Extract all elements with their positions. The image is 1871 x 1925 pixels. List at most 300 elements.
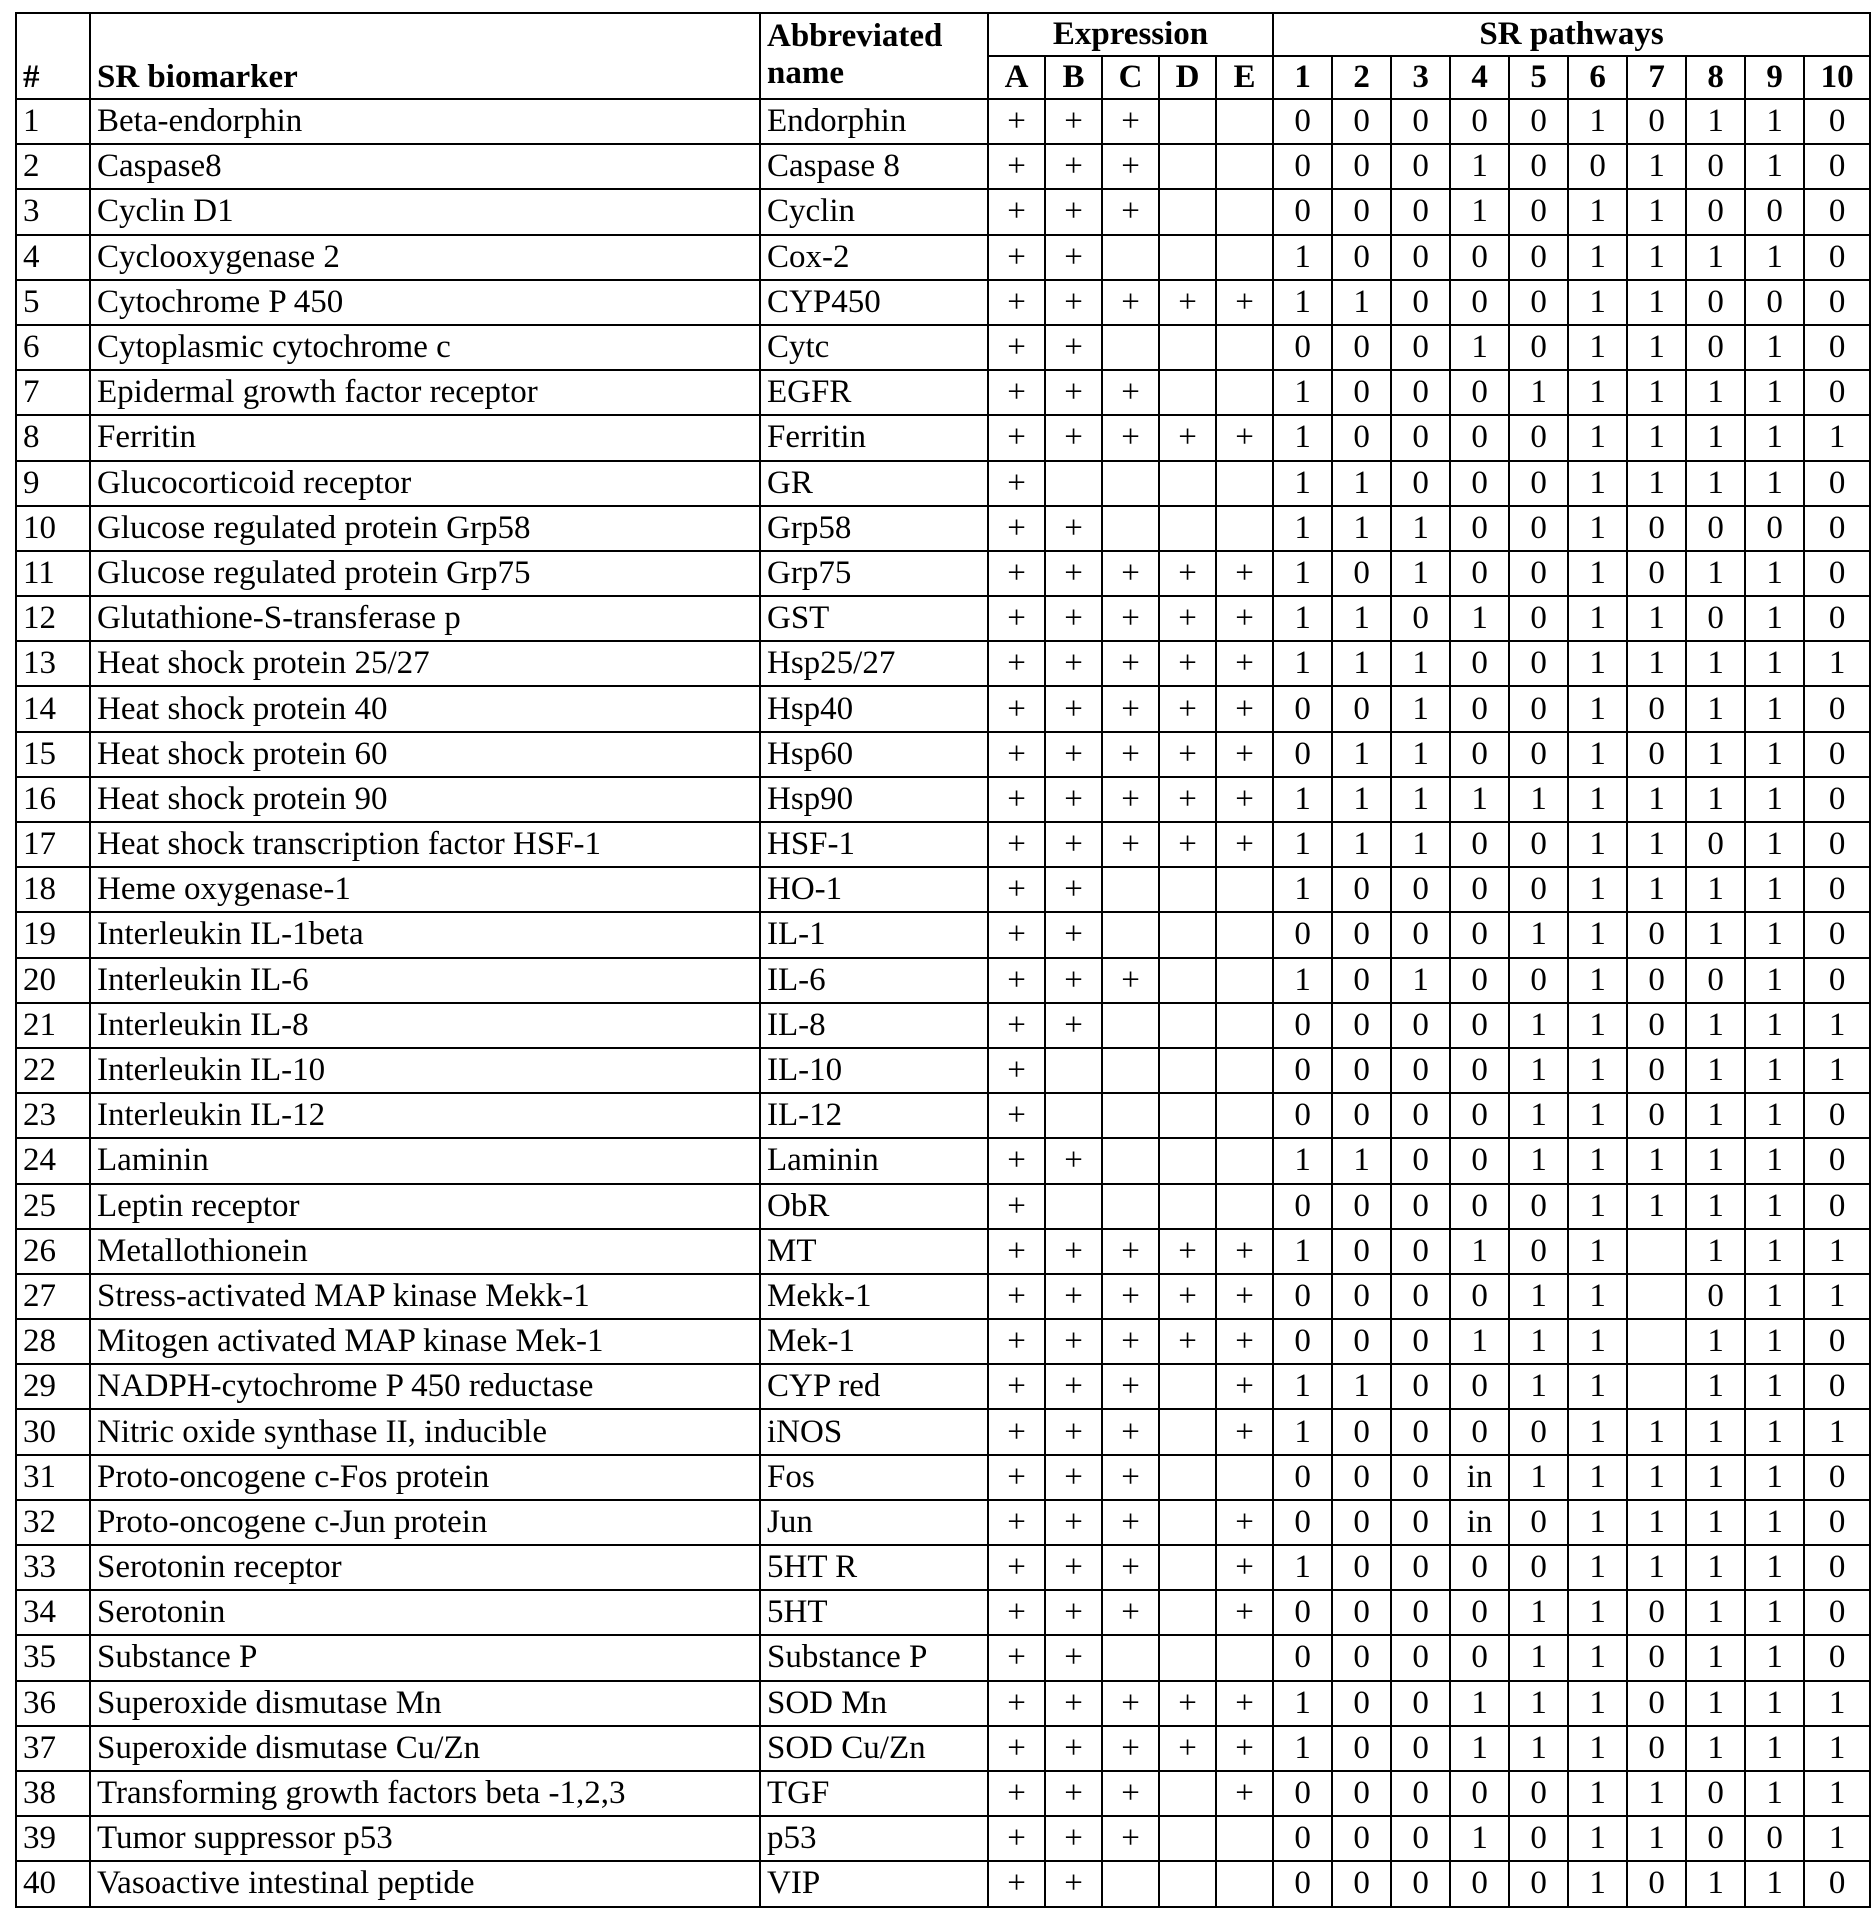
expression-cell <box>1159 189 1216 234</box>
pathway-cell: 0 <box>1391 1590 1450 1635</box>
abbreviated-name: Fos <box>760 1455 988 1500</box>
expression-cell: + <box>1102 1681 1159 1726</box>
table-row <box>16 777 1870 822</box>
pathway-cell: 1 <box>1745 1726 1804 1771</box>
pathway-cell: 1 <box>1745 461 1804 506</box>
abbreviated-name: 5HT R <box>760 1545 988 1590</box>
expression-cell: + <box>1045 1861 1102 1906</box>
sr-biomarker-table <box>15 12 1871 1908</box>
row-number: 19 <box>16 912 90 957</box>
pathway-cell: 0 <box>1686 325 1745 370</box>
expression-cell <box>1159 1545 1216 1590</box>
pathway-cell: 1 <box>1273 1138 1332 1183</box>
pathway-cell: 1 <box>1745 1771 1804 1816</box>
expression-cell <box>1216 370 1273 415</box>
pathway-cell: 1 <box>1391 551 1450 596</box>
pathway-cell: 0 <box>1332 1455 1391 1500</box>
pathway-cell: 0 <box>1450 1590 1509 1635</box>
table-row <box>16 1319 1870 1364</box>
pathway-cell: 1 <box>1804 1681 1870 1726</box>
pathway-cell: 0 <box>1686 1816 1745 1861</box>
row-number: 27 <box>16 1274 90 1319</box>
pathway-cell: 1 <box>1745 1364 1804 1409</box>
pathway-cell: 0 <box>1391 912 1450 957</box>
expression-cell: + <box>1216 641 1273 686</box>
header-num: # <box>16 13 90 99</box>
row-number: 9 <box>16 461 90 506</box>
pathway-cell: 1 <box>1391 506 1450 551</box>
pathway-cell: 0 <box>1509 686 1568 731</box>
abbreviated-name: HSF-1 <box>760 822 988 867</box>
pathway-cell: 1 <box>1686 1861 1745 1906</box>
pathway-cell: 1 <box>1627 370 1686 415</box>
pathway-cell: 1 <box>1627 235 1686 280</box>
pathway-cell: 1 <box>1627 867 1686 912</box>
abbreviated-name: Substance P <box>760 1635 988 1680</box>
pathway-cell: 1 <box>1745 1138 1804 1183</box>
pathway-cell: 1 <box>1332 777 1391 822</box>
pathway-cell: 0 <box>1273 686 1332 731</box>
header-pathway-col: 4 <box>1450 56 1509 99</box>
pathway-cell: 1 <box>1804 1274 1870 1319</box>
pathway-cell: 0 <box>1627 1590 1686 1635</box>
pathway-cell: 1 <box>1804 1816 1870 1861</box>
pathway-cell: 0 <box>1391 415 1450 460</box>
pathway-cell: 1 <box>1745 1229 1804 1274</box>
pathway-cell: 1 <box>1686 1093 1745 1138</box>
row-number: 28 <box>16 1319 90 1364</box>
expression-cell: + <box>1102 1816 1159 1861</box>
pathway-cell: 0 <box>1804 1500 1870 1545</box>
pathway-cell: 0 <box>1804 1590 1870 1635</box>
expression-cell <box>1159 1048 1216 1093</box>
expression-cell: + <box>988 1138 1045 1183</box>
row-number: 36 <box>16 1681 90 1726</box>
biomarker-name: Interleukin IL-12 <box>90 1093 760 1138</box>
expression-cell <box>1159 461 1216 506</box>
pathway-cell: 0 <box>1509 1229 1568 1274</box>
pathway-cell: 0 <box>1391 1816 1450 1861</box>
expression-cell: + <box>1159 280 1216 325</box>
expression-cell: + <box>1159 777 1216 822</box>
header-pathway-col: 3 <box>1391 56 1450 99</box>
expression-cell: + <box>1102 732 1159 777</box>
biomarker-name: Interleukin IL-6 <box>90 958 760 1003</box>
pathway-cell: 0 <box>1391 1681 1450 1726</box>
pathway-cell: 1 <box>1686 1409 1745 1454</box>
expression-cell <box>1216 1048 1273 1093</box>
biomarker-name: Beta-endorphin <box>90 99 760 144</box>
pathway-cell: 1 <box>1745 1184 1804 1229</box>
pathway-cell: 0 <box>1332 1319 1391 1364</box>
expression-cell: + <box>1159 686 1216 731</box>
biomarker-name: Heat shock protein 60 <box>90 732 760 777</box>
pathway-cell: 0 <box>1273 1816 1332 1861</box>
table-row <box>16 732 1870 777</box>
abbreviated-name: IL-10 <box>760 1048 988 1093</box>
expression-cell: + <box>1102 777 1159 822</box>
header-expression-col: B <box>1045 56 1102 99</box>
pathway-cell: 0 <box>1804 1093 1870 1138</box>
expression-cell: + <box>1045 1409 1102 1454</box>
table-row <box>16 461 1870 506</box>
pathway-cell: 1 <box>1568 1681 1627 1726</box>
pathway-cell: 1 <box>1627 1138 1686 1183</box>
pathway-cell: 1 <box>1745 1635 1804 1680</box>
pathway-cell: 1 <box>1627 1816 1686 1861</box>
pathway-cell: 0 <box>1509 144 1568 189</box>
biomarker-name: Proto-oncogene c-Jun protein <box>90 1500 760 1545</box>
expression-cell <box>1159 1590 1216 1635</box>
expression-cell <box>1045 1184 1102 1229</box>
pathway-cell: 1 <box>1568 189 1627 234</box>
pathway-cell: 1 <box>1568 1726 1627 1771</box>
pathway-cell: 1 <box>1273 1364 1332 1409</box>
pathway-cell: 0 <box>1804 732 1870 777</box>
biomarker-name: Heat shock protein 40 <box>90 686 760 731</box>
header-pathway-col: 9 <box>1745 56 1804 99</box>
expression-cell: + <box>1102 641 1159 686</box>
pathway-cell: 0 <box>1332 867 1391 912</box>
expression-cell: + <box>1045 370 1102 415</box>
pathway-cell: 1 <box>1686 1545 1745 1590</box>
table-row <box>16 144 1870 189</box>
pathway-cell: 0 <box>1332 235 1391 280</box>
biomarker-name: Heat shock protein 90 <box>90 777 760 822</box>
expression-cell: + <box>1102 415 1159 460</box>
abbreviated-name: Hsp40 <box>760 686 988 731</box>
pathway-cell: 1 <box>1686 415 1745 460</box>
abbreviated-name: EGFR <box>760 370 988 415</box>
pathway-cell: 0 <box>1745 506 1804 551</box>
pathway-cell: 0 <box>1804 280 1870 325</box>
pathway-cell: 1 <box>1745 958 1804 1003</box>
pathway-cell: 1 <box>1686 641 1745 686</box>
pathway-cell: 0 <box>1509 641 1568 686</box>
expression-cell: + <box>1045 1590 1102 1635</box>
pathway-cell: 0 <box>1332 1003 1391 1048</box>
expression-cell <box>1159 1364 1216 1409</box>
pathway-cell: 0 <box>1509 1861 1568 1906</box>
biomarker-name: Heat shock transcription factor HSF-1 <box>90 822 760 867</box>
pathway-cell: 1 <box>1509 1138 1568 1183</box>
expression-cell <box>1045 1093 1102 1138</box>
row-number: 34 <box>16 1590 90 1635</box>
header-pathway-col: 1 <box>1273 56 1332 99</box>
expression-cell <box>1216 958 1273 1003</box>
pathway-cell: 0 <box>1332 551 1391 596</box>
pathway-cell: 1 <box>1391 732 1450 777</box>
pathway-cell: 1 <box>1391 958 1450 1003</box>
expression-cell <box>1216 1003 1273 1048</box>
pathway-cell: 1 <box>1273 280 1332 325</box>
expression-cell: + <box>1102 822 1159 867</box>
pathway-cell: 0 <box>1627 912 1686 957</box>
abbreviated-name: CYP red <box>760 1364 988 1409</box>
expression-cell: + <box>1102 370 1159 415</box>
row-number: 39 <box>16 1816 90 1861</box>
header-expression-col: A <box>988 56 1045 99</box>
expression-cell: + <box>1159 1229 1216 1274</box>
header-expression-col: C <box>1102 56 1159 99</box>
expression-cell <box>1102 1138 1159 1183</box>
pathway-cell: 1 <box>1745 415 1804 460</box>
expression-cell: + <box>1045 1635 1102 1680</box>
pathway-cell: 0 <box>1391 144 1450 189</box>
pathway-cell: 0 <box>1804 1545 1870 1590</box>
expression-cell <box>1216 461 1273 506</box>
pathway-cell: 1 <box>1686 912 1745 957</box>
pathway-cell: 1 <box>1627 1409 1686 1454</box>
row-number: 7 <box>16 370 90 415</box>
pathway-cell: 1 <box>1509 1003 1568 1048</box>
expression-cell: + <box>988 1726 1045 1771</box>
pathway-cell: 1 <box>1568 1003 1627 1048</box>
abbreviated-name: IL-6 <box>760 958 988 1003</box>
table-header <box>16 13 1870 99</box>
abbreviated-name: Hsp60 <box>760 732 988 777</box>
expression-cell: + <box>1102 1229 1159 1274</box>
pathway-cell: 1 <box>1332 506 1391 551</box>
expression-cell: + <box>1045 777 1102 822</box>
pathway-cell: 0 <box>1332 1048 1391 1093</box>
pathway-cell: 1 <box>1627 596 1686 641</box>
pathway-cell: 1 <box>1568 1409 1627 1454</box>
pathway-cell: 1 <box>1509 1048 1568 1093</box>
pathway-cell: 0 <box>1391 1635 1450 1680</box>
abbreviated-name: MT <box>760 1229 988 1274</box>
expression-cell: + <box>1216 1500 1273 1545</box>
pathway-cell: 1 <box>1509 777 1568 822</box>
table-body <box>16 99 1870 1907</box>
biomarker-name: Transforming growth factors beta -1,2,3 <box>90 1771 760 1816</box>
pathway-cell: 0 <box>1273 1319 1332 1364</box>
pathway-cell: 1 <box>1745 99 1804 144</box>
pathway-cell: 0 <box>1450 912 1509 957</box>
table-row <box>16 1364 1870 1409</box>
pathway-cell: 0 <box>1450 822 1509 867</box>
expression-cell <box>1159 1500 1216 1545</box>
pathway-cell: 0 <box>1627 1681 1686 1726</box>
expression-cell: + <box>1045 1771 1102 1816</box>
pathway-cell: 0 <box>1273 325 1332 370</box>
pathway-cell: 1 <box>1745 1455 1804 1500</box>
pathway-cell: 1 <box>1332 822 1391 867</box>
expression-cell <box>1159 1861 1216 1906</box>
pathway-cell: 0 <box>1391 596 1450 641</box>
pathway-cell: 1 <box>1509 912 1568 957</box>
pathway-cell: 1 <box>1568 1093 1627 1138</box>
pathway-cell: 0 <box>1509 506 1568 551</box>
pathway-cell: 1 <box>1568 461 1627 506</box>
pathway-cell: 1 <box>1273 370 1332 415</box>
table-row <box>16 1138 1870 1183</box>
table-row <box>16 822 1870 867</box>
expression-cell <box>1216 867 1273 912</box>
table-row <box>16 1590 1870 1635</box>
pathway-cell: 0 <box>1627 99 1686 144</box>
pathway-cell: 0 <box>1391 1726 1450 1771</box>
expression-cell <box>1216 99 1273 144</box>
expression-cell: + <box>988 1364 1045 1409</box>
expression-cell: + <box>1159 822 1216 867</box>
expression-cell: + <box>1216 280 1273 325</box>
abbreviated-name: Cox-2 <box>760 235 988 280</box>
pathway-cell: 1 <box>1568 1184 1627 1229</box>
pathway-cell: 1 <box>1450 325 1509 370</box>
biomarker-name: NADPH-cytochrome P 450 reductase <box>90 1364 760 1409</box>
biomarker-name: Nitric oxide synthase II, inducible <box>90 1409 760 1454</box>
pathway-cell: 0 <box>1686 280 1745 325</box>
expression-cell: + <box>1045 1138 1102 1183</box>
expression-cell: + <box>1045 325 1102 370</box>
expression-cell: + <box>1102 1455 1159 1500</box>
biomarker-name: Vasoactive intestinal peptide <box>90 1861 760 1906</box>
pathway-cell: 0 <box>1804 1138 1870 1183</box>
pathway-cell: 0 <box>1509 189 1568 234</box>
pathway-cell: 0 <box>1804 1861 1870 1906</box>
biomarker-name: Interleukin IL-8 <box>90 1003 760 1048</box>
pathway-cell: 1 <box>1745 1681 1804 1726</box>
expression-cell: + <box>988 1048 1045 1093</box>
pathway-cell: 0 <box>1450 506 1509 551</box>
expression-cell: + <box>1045 506 1102 551</box>
pathway-cell: 1 <box>1450 1319 1509 1364</box>
table-row <box>16 1048 1870 1093</box>
table-row <box>16 867 1870 912</box>
abbreviated-name: IL-1 <box>760 912 988 957</box>
pathway-cell: 0 <box>1450 1093 1509 1138</box>
pathway-cell: 0 <box>1804 1319 1870 1364</box>
expression-cell: + <box>1216 1229 1273 1274</box>
pathway-cell <box>1627 1364 1686 1409</box>
abbreviated-name: GR <box>760 461 988 506</box>
pathway-cell: 0 <box>1686 1771 1745 1816</box>
table-row <box>16 686 1870 731</box>
pathway-cell: 1 <box>1568 1229 1627 1274</box>
biomarker-name: Glucocorticoid receptor <box>90 461 760 506</box>
expression-cell <box>1102 1003 1159 1048</box>
biomarker-name: Glutathione-S-transferase p <box>90 596 760 641</box>
pathway-cell: 0 <box>1450 280 1509 325</box>
pathway-cell: 0 <box>1391 461 1450 506</box>
pathway-cell: 1 <box>1568 1319 1627 1364</box>
pathway-cell: 1 <box>1332 461 1391 506</box>
pathway-cell: 0 <box>1804 686 1870 731</box>
pathway-cell: 1 <box>1686 551 1745 596</box>
row-number: 23 <box>16 1093 90 1138</box>
expression-cell: + <box>1045 1681 1102 1726</box>
biomarker-name: Cyclooxygenase 2 <box>90 235 760 280</box>
expression-cell: + <box>1159 1726 1216 1771</box>
abbreviated-name: Ferritin <box>760 415 988 460</box>
row-number: 10 <box>16 506 90 551</box>
table-row <box>16 99 1870 144</box>
expression-cell <box>1159 1771 1216 1816</box>
pathway-cell: 1 <box>1745 641 1804 686</box>
row-number: 1 <box>16 99 90 144</box>
pathway-cell: 1 <box>1686 1726 1745 1771</box>
row-number: 26 <box>16 1229 90 1274</box>
row-number: 13 <box>16 641 90 686</box>
biomarker-name: Ferritin <box>90 415 760 460</box>
pathway-cell: 1 <box>1568 596 1627 641</box>
expression-cell <box>1159 1635 1216 1680</box>
pathway-cell: 1 <box>1568 641 1627 686</box>
expression-cell <box>1159 1409 1216 1454</box>
abbreviated-name: Cytc <box>760 325 988 370</box>
pathway-cell: 1 <box>1273 822 1332 867</box>
abbreviated-name: CYP450 <box>760 280 988 325</box>
pathway-cell: 0 <box>1332 958 1391 1003</box>
table-row <box>16 415 1870 460</box>
pathway-cell: 1 <box>1745 1003 1804 1048</box>
biomarker-name: Serotonin receptor <box>90 1545 760 1590</box>
pathway-cell: 1 <box>1686 777 1745 822</box>
expression-cell <box>1159 1184 1216 1229</box>
expression-cell <box>1159 1816 1216 1861</box>
expression-cell <box>1159 370 1216 415</box>
pathway-cell: 0 <box>1450 686 1509 731</box>
pathway-cell: 0 <box>1273 1274 1332 1319</box>
expression-cell: + <box>1216 732 1273 777</box>
pathway-cell: 1 <box>1686 1500 1745 1545</box>
pathway-cell: 0 <box>1391 1093 1450 1138</box>
expression-cell: + <box>1045 686 1102 731</box>
pathway-cell: 1 <box>1273 1409 1332 1454</box>
biomarker-name: Heat shock protein 25/27 <box>90 641 760 686</box>
table-row <box>16 1229 1870 1274</box>
pathway-cell: in <box>1450 1455 1509 1500</box>
expression-cell: + <box>988 1093 1045 1138</box>
pathway-cell: 1 <box>1450 189 1509 234</box>
pathway-cell: 1 <box>1745 1048 1804 1093</box>
header-pathway-col: 7 <box>1627 56 1686 99</box>
table-row <box>16 1681 1870 1726</box>
pathway-cell: 1 <box>1568 777 1627 822</box>
pathway-cell: 1 <box>1568 1138 1627 1183</box>
pathway-cell: 0 <box>1627 1093 1686 1138</box>
pathway-cell: 0 <box>1391 1455 1450 1500</box>
table-row <box>16 1409 1870 1454</box>
row-number: 4 <box>16 235 90 280</box>
pathway-cell: 1 <box>1450 596 1509 641</box>
pathway-cell: 0 <box>1627 1635 1686 1680</box>
biomarker-name: Serotonin <box>90 1590 760 1635</box>
abbreviated-name: Mek-1 <box>760 1319 988 1364</box>
pathway-cell: 0 <box>1332 144 1391 189</box>
expression-cell <box>1216 1138 1273 1183</box>
pathway-cell: 1 <box>1686 461 1745 506</box>
pathway-cell: 0 <box>1273 1590 1332 1635</box>
pathway-cell: 1 <box>1745 732 1804 777</box>
pathway-cell: 0 <box>1450 235 1509 280</box>
header-sr-pathways: SR pathways <box>1273 13 1870 56</box>
pathway-cell: 1 <box>1745 1093 1804 1138</box>
pathway-cell: 1 <box>1509 1635 1568 1680</box>
abbreviated-name: IL-12 <box>760 1093 988 1138</box>
pathway-cell: 1 <box>1568 370 1627 415</box>
header-row-groups <box>16 13 1870 56</box>
expression-cell: + <box>988 732 1045 777</box>
expression-cell <box>1159 99 1216 144</box>
expression-cell: + <box>988 1590 1045 1635</box>
pathway-cell: 1 <box>1804 1229 1870 1274</box>
biomarker-name: Cytoplasmic cytochrome c <box>90 325 760 370</box>
pathway-cell: 1 <box>1332 280 1391 325</box>
expression-cell: + <box>1045 1319 1102 1364</box>
expression-cell: + <box>1216 777 1273 822</box>
